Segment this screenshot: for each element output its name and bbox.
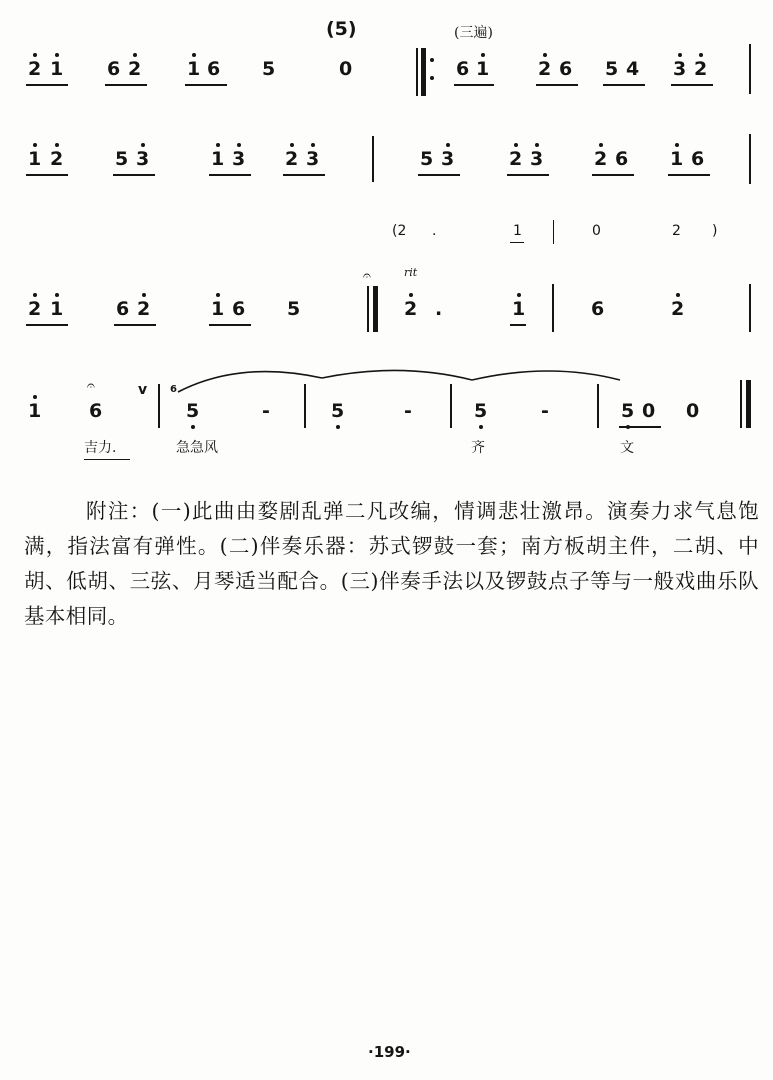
- note: 1: [476, 58, 490, 80]
- note: 1: [28, 148, 42, 170]
- note: 2: [137, 298, 151, 320]
- lyric-text: 文: [620, 440, 634, 456]
- note: 6: [107, 58, 121, 80]
- note: 3: [136, 148, 150, 170]
- note: 6: [615, 148, 629, 170]
- note: 1: [670, 148, 684, 170]
- note: 3: [441, 148, 455, 170]
- percussion-note: 0: [592, 223, 601, 239]
- note: 0: [686, 400, 700, 422]
- note: 6: [89, 400, 103, 422]
- grace-note: 6: [170, 384, 177, 395]
- note: 1: [50, 298, 64, 320]
- lyric-text: 齐: [471, 440, 485, 456]
- note: 0: [642, 400, 656, 422]
- note: 6: [456, 58, 470, 80]
- note: 2: [538, 58, 552, 80]
- note: 6: [232, 298, 246, 320]
- note: 5: [621, 400, 635, 422]
- note: 2: [128, 58, 142, 80]
- note: 6: [691, 148, 705, 170]
- note: 1: [50, 58, 64, 80]
- note: 2: [404, 298, 418, 320]
- note: 1: [512, 298, 526, 320]
- repeat-label: (三遍): [454, 25, 493, 41]
- fermata-icon: 𝄐: [87, 378, 95, 394]
- note: .: [435, 298, 443, 320]
- note: 2: [594, 148, 608, 170]
- note: 5: [262, 58, 276, 80]
- note: 5: [331, 400, 345, 422]
- percussion-note: ): [712, 223, 718, 239]
- lyric-text: 急急风: [176, 440, 218, 456]
- section-marker: (5): [326, 18, 357, 40]
- note: 2: [50, 148, 64, 170]
- lyric-text: 吉力.: [84, 440, 117, 456]
- note: 5: [115, 148, 129, 170]
- percussion-note: .: [432, 223, 437, 239]
- note: 2: [694, 58, 708, 80]
- note: 6: [116, 298, 130, 320]
- dash: -: [541, 400, 549, 422]
- note: 1: [187, 58, 201, 80]
- ritardando-mark: rit: [404, 266, 418, 279]
- note: 1: [28, 400, 42, 422]
- note: 3: [530, 148, 544, 170]
- note: 5: [186, 400, 200, 422]
- note: 2: [28, 58, 42, 80]
- note: 2: [509, 148, 523, 170]
- note: 1: [211, 148, 225, 170]
- dash: -: [262, 400, 270, 422]
- note: 1: [211, 298, 225, 320]
- note: 2: [28, 298, 42, 320]
- percussion-note: 2: [672, 223, 681, 239]
- percussion-note: 1: [513, 223, 522, 239]
- breath-mark: v: [138, 382, 148, 398]
- note: 4: [626, 58, 640, 80]
- note: 2: [285, 148, 299, 170]
- page-number: ·199·: [368, 1043, 411, 1061]
- note: 3: [306, 148, 320, 170]
- note: 6: [591, 298, 605, 320]
- note: 5: [287, 298, 301, 320]
- note: 5: [474, 400, 488, 422]
- note: 2: [671, 298, 685, 320]
- note: 3: [673, 58, 687, 80]
- note: 5: [605, 58, 619, 80]
- note: 6: [207, 58, 221, 80]
- note: 3: [232, 148, 246, 170]
- note: 6: [559, 58, 573, 80]
- note: 5: [420, 148, 434, 170]
- footnote: 附注：(一)此曲由婺剧乱弹二凡改编，情调悲壮激昂。演奏力求气息饱满，指法富有弹性。(二)伴奏乐器：苏式锣鼓一套；南方板胡主件，二胡、中胡、低胡、三弦、月琴适当配合。(三)伴奏手法以及锣鼓点子等与一般戏曲乐队基本相同。: [24, 499, 759, 628]
- fermata-icon: 𝄐: [363, 268, 371, 284]
- lyric-underline: [84, 459, 130, 460]
- note: 0: [339, 58, 353, 80]
- dash: -: [404, 400, 412, 422]
- percussion-note: (2: [392, 223, 407, 239]
